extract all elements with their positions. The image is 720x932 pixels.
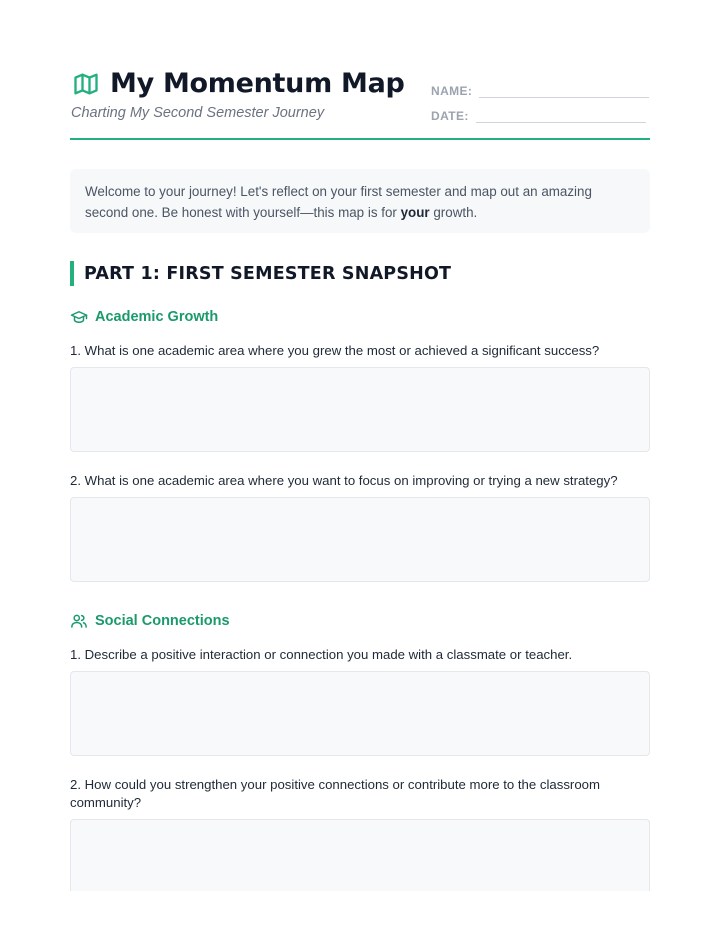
page-title: My Momentum Map xyxy=(110,68,405,99)
name-label: NAME: xyxy=(431,84,473,98)
date-label: DATE: xyxy=(431,109,469,123)
intro-box xyxy=(70,169,650,233)
graduation-cap-icon xyxy=(70,308,88,326)
answer-box-academic-1[interactable] xyxy=(70,367,650,452)
question-academic-2: 2. What is one academic area where you want to focus on improving or trying a new strategy? xyxy=(70,473,618,488)
part-1-heading xyxy=(70,261,451,286)
name-field xyxy=(431,83,649,98)
map-icon xyxy=(72,70,100,98)
section-academic-growth xyxy=(70,308,218,326)
date-field xyxy=(431,108,646,123)
question-social-2: 2. How could you strengthen your positive connections or contribute more to the classroom community? xyxy=(70,777,600,810)
answer-box-social-1[interactable] xyxy=(70,671,650,756)
section-title: Academic Growth xyxy=(95,309,219,325)
intro-text-bold: your xyxy=(400,205,430,220)
title-row xyxy=(70,68,405,99)
question-social-1: 1. Describe a positive interaction or connection you made with a classmate or teacher. xyxy=(70,647,573,662)
worksheet-header xyxy=(70,66,650,140)
answer-box-social-2[interactable] xyxy=(70,819,650,891)
question-academic-1: 1. What is one academic area where you grew the most or achieved a significant success? xyxy=(70,343,600,358)
name-input-line[interactable] xyxy=(479,83,649,98)
part-1-heading-text: PART 1: FIRST SEMESTER SNAPSHOT xyxy=(84,263,452,284)
date-input-line[interactable] xyxy=(476,108,646,123)
section-social-connections xyxy=(70,612,230,630)
answer-box-academic-2[interactable] xyxy=(70,497,650,582)
page-subtitle: Charting My Second Semester Journey xyxy=(71,105,325,121)
users-icon xyxy=(70,612,88,630)
section-title: Social Connections xyxy=(95,613,230,629)
intro-text-end: growth. xyxy=(429,205,478,220)
intro-text-start: Welcome to your journey! Let's reflect on your first semester and map out an amazing second one. Be honest with yourself—this map is for xyxy=(85,184,592,220)
